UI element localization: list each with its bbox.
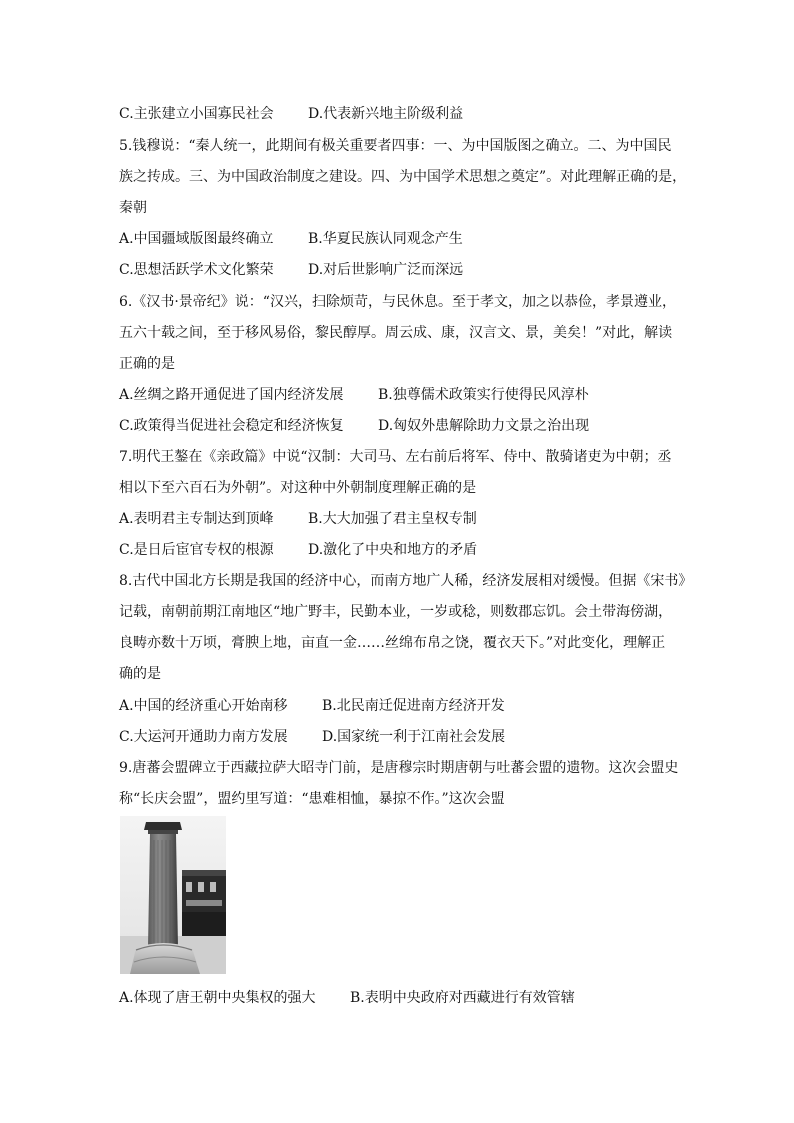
q6-option-b: B.独尊儒术政策实行使得民风淳朴	[378, 387, 589, 403]
q5-stem-line-3: 秦朝	[119, 200, 147, 216]
q8-stem-line-2: 记载，南朝前期江南地区“地广野丰，民勤本业，一岁或稔，则数郡忘饥。会土带海傍湖，	[119, 604, 673, 620]
q7-option-d: D.激化了中央和地方的矛盾	[308, 542, 478, 558]
q9-option-a: A.体现了唐王朝中央集权的强大	[119, 990, 316, 1006]
q7-stem-line-1: 7.明代王鏊在《亲政篇》中说“汉制：大司马、左右前后将军、侍中、散骑诸吏为中朝；丞	[119, 449, 672, 465]
q5-stem-line-1: 5.钱穆说：“秦人统一，此期间有极关重要者四事：一、为中国版图之确立。二、为中国民	[119, 138, 672, 154]
q5-option-a: A.中国疆域版图最终确立	[119, 231, 274, 247]
q8-stem-line-1: 8.古代中国北方长期是我国的经济中心，而南方地广人稀，经济发展相对缓慢。但据《宋书》	[119, 573, 693, 589]
q6-option-a: A.丝绸之路开通促进了国内经济发展	[119, 387, 344, 403]
q4-option-d: D.代表新兴地主阶级利益	[308, 106, 464, 122]
q6-stem-line-3: 正确的是	[119, 356, 175, 372]
q7-stem-line-2: 相以下至六百石为外朝”。对这种中外朝制度理解正确的是	[119, 480, 477, 496]
q6-option-d: D.匈奴外患解除助力文景之治出现	[378, 418, 590, 434]
q8-stem-line-3: 良畴亦数十万顷，膏腴上地，亩直一金……丝绵布帛之饶，覆衣天下。”对此变化，理解正	[119, 635, 666, 651]
q8-option-c: C.大运河开通助力南方发展	[119, 729, 288, 745]
q5-option-b: B.华夏民族认同观念产生	[308, 231, 463, 247]
q7-option-b: B.大大加强了君主皇权专制	[308, 511, 477, 527]
q9-stem-line-1: 9.唐蕃会盟碑立于西藏拉萨大昭寺门前，是唐穆宗时期唐朝与吐蕃会盟的遗物。这次会盟史	[119, 760, 679, 776]
q6-stem-line-2: 五六十载之间，至于移风易俗，黎民醇厚。周云成、康，汉言文、景，美矣！”对此，解读	[119, 325, 673, 341]
stele-photo-graphic	[120, 816, 226, 974]
q5-stem-line-2: 族之抟成。三、为中国政治制度之建设。四、为中国学术思想之奠定”。对此理解正确的是，	[119, 169, 687, 185]
q6-stem-line-1: 6.《汉书·景帝纪》说：“汉兴，扫除烦苛，与民休息。至于孝文，加之以恭俭，孝景遵业，	[119, 294, 676, 310]
q7-option-a: A.表明君主专制达到顶峰	[119, 511, 274, 527]
stele-photo	[120, 816, 226, 974]
q9-option-b: B.表明中央政府对西藏进行有效管辖	[350, 990, 575, 1006]
q8-option-a: A.中国的经济重心开始南移	[119, 698, 288, 714]
q8-option-d: D.国家统一利于江南社会发展	[322, 729, 506, 745]
q8-stem-line-4: 确的是	[119, 666, 161, 682]
q8-option-b: B.北民南迁促进南方经济开发	[322, 698, 505, 714]
q7-option-c: C.是日后宦官专权的根源	[119, 542, 274, 558]
q6-option-c: C.政策得当促进社会稳定和经济恢复	[119, 418, 344, 434]
q5-option-d: D.对后世影响广泛而深远	[308, 262, 464, 278]
q4-option-c: C.主张建立小国寡民社会	[119, 106, 274, 122]
q9-stem-line-2: 称“长庆会盟”，盟约里写道：“患难相恤，暴掠不作。”这次会盟	[119, 791, 505, 807]
q5-option-c: C.思想活跃学术文化繁荣	[119, 262, 274, 278]
